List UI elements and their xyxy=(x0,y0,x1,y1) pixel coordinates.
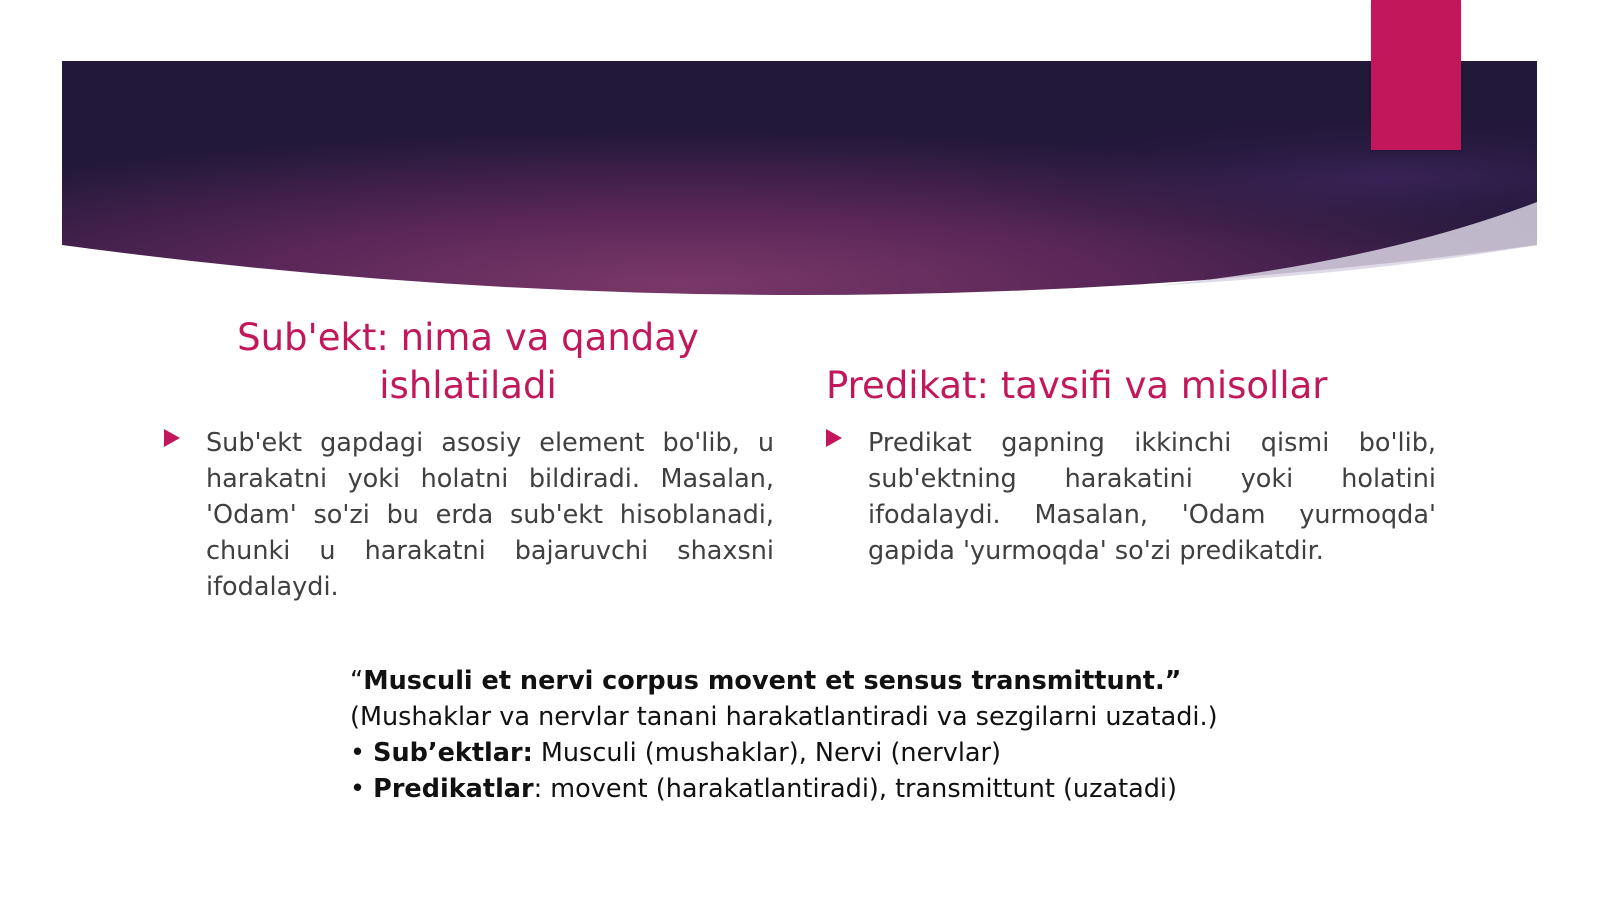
subjects-value: Musculi (mushaklar), Nervi (nervlar) xyxy=(532,738,1001,768)
bullet-arrow-icon xyxy=(164,429,180,447)
predicates-line xyxy=(350,771,1350,807)
predicates-value: : movent (harakatlantiradi), transmittunt (uzatadi) xyxy=(533,774,1177,804)
subjects-label: Sub’ektlar: xyxy=(373,738,533,768)
latin-sentence: Musculi et nervi corpus movent et sensus transmittunt.” xyxy=(363,666,1182,696)
subject-bullet xyxy=(164,425,774,605)
subjects-line xyxy=(350,735,1350,771)
predicate-title: Predikat: tavsifi va misollar xyxy=(826,364,1328,407)
predicate-bullet xyxy=(826,425,1436,569)
bullet-dot: • xyxy=(350,738,374,768)
latin-example xyxy=(350,663,1350,807)
header-banner xyxy=(0,0,1600,300)
bullet-arrow-icon xyxy=(826,429,842,447)
predicate-bullet-text: Predikat gapning ikkinchi qismi bo'lib, sub'ektning harakatini yoki holatini ifodalaydi. Masalan, 'Odam yurmoqda' gapida 'yurmoqda' so'zi predikatdir. xyxy=(868,428,1436,566)
open-quote-mark: “ xyxy=(350,666,364,696)
banner-glow xyxy=(62,61,1537,295)
predicates-label: Predikatlar xyxy=(373,774,534,804)
bullet-dot: • xyxy=(350,774,374,804)
subject-title: Sub'ekt: nima va qanday ishlatiladi xyxy=(237,316,699,407)
subject-bullet-text: Sub'ekt gapdagi asosiy element bo'lib, u harakatni yoki holatni bildiradi. Masalan, 'Odam' so'zi bu erda sub'ekt hisoblanadi, chunki u harakatni bajaruvchi shaxsni ifodalaydi. xyxy=(206,428,774,602)
translation: (Mushaklar va nervlar tanani harakatlantiradi va sezgilarni uzatadi.) xyxy=(350,702,1218,732)
accent-tab xyxy=(1371,0,1461,150)
latin-quote xyxy=(350,663,1350,699)
